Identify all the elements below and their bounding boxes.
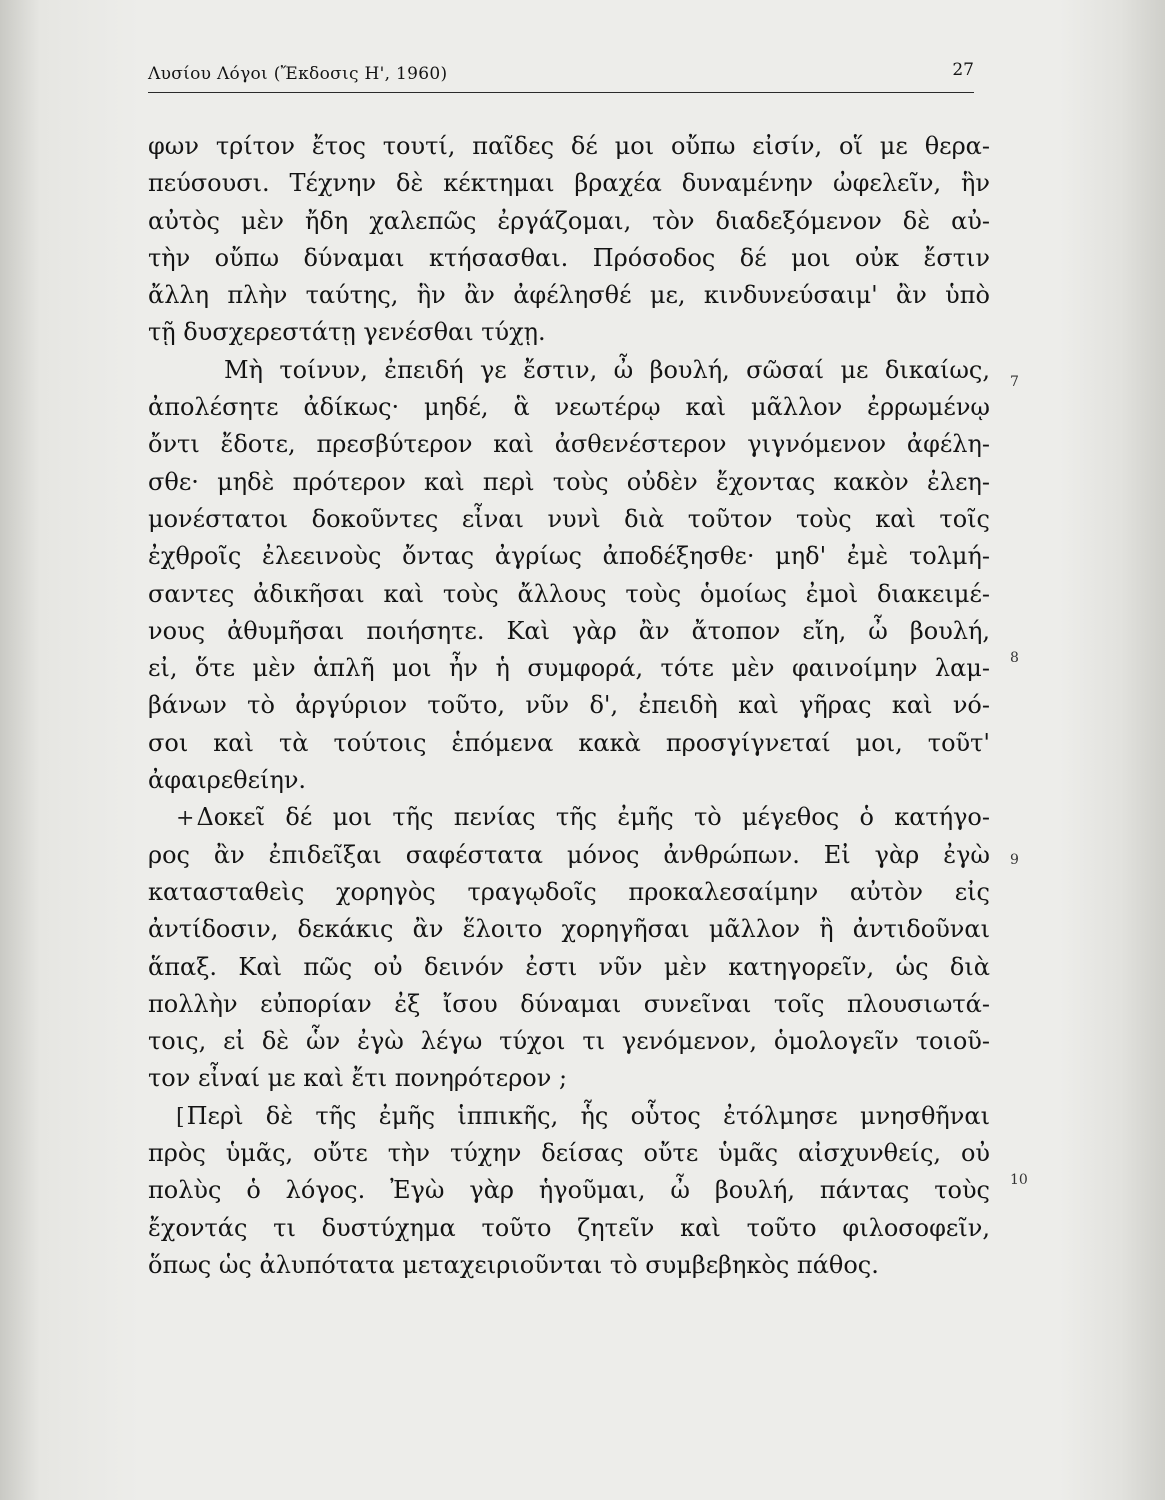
text-line: ἅπαξ. Καὶ πῶς οὐ δεινόν ἐστι νῦν μὲν κατηγορεῖν, ὡς διὰ	[148, 952, 990, 981]
text-line: τοις, εἰ δὲ ὧν ἐγὼ λέγω τύχοι τι γενόμενον, ὁμολογεῖν τοιοῦ-	[148, 1027, 990, 1056]
text-line: κατασταθεὶς χορηγὸς τραγῳδοῖς προκαλεσαίμην αὐτὸν εἰς	[148, 877, 990, 906]
text-line: σθε· μηδὲ πρότερον καὶ περὶ τοὺς οὐδὲν ἔχοντας κακὸν ἐλεη-	[148, 467, 990, 496]
text-line: Δοκεῖ δέ μοι τῆς πενίας τῆς ἐμῆς τὸ μέγεθος ὁ κατήγο-	[196, 803, 990, 832]
margin-number-10: 10	[1010, 1172, 1028, 1188]
text-line: νους ἀθυμῆσαι ποιήσητε. Καὶ γὰρ ἂν ἄτοπον εἴη, ὦ βουλή,	[148, 616, 990, 645]
page-number: 27	[952, 60, 974, 80]
body-text	[148, 128, 990, 1284]
text-line: μονέστατοι δοκοῦντες εἶναι νυνὶ διὰ τοῦτον τοὺς καὶ τοῖς	[148, 504, 990, 533]
handwritten-cross-mark: +	[176, 806, 195, 832]
text-line: εἰ, ὅτε μὲν ἁπλῆ μοι ἦν ἡ συμφορά, τότε μὲν φαινοίμην λαμ-	[148, 654, 990, 683]
text-line: τον εἶναί με καὶ ἔτι πονηρότερον ;	[148, 1064, 568, 1093]
text-line: ἀφαιρεθείην.	[148, 766, 307, 795]
text-line: φων τρίτον ἔτος τουτί, παῖδες δέ μοι οὔπω εἰσίν, οἵ με θερα-	[148, 132, 990, 160]
text-line: τὴν οὔπω δύναμαι κτήσασθαι. Πρόσοδος δέ μοι οὐκ ἔστιν	[148, 243, 990, 272]
running-title: Λυσίου Λόγοι (Ἔκδοσις Η', 1960)	[148, 64, 448, 84]
text-line: σαντες ἀδικῆσαι καὶ τοὺς ἄλλους τοὺς ὁμοίως ἐμοὶ διακειμέ-	[148, 579, 990, 608]
text-line: πρὸς ὑμᾶς, οὔτε τὴν τύχην δείσας οὔτε ὑμᾶς αἰσχυνθείς, οὐ	[148, 1139, 990, 1168]
text-line: βάνων τὸ ἀργύριον τοῦτο, νῦν δ', ἐπειδὴ καὶ γῆρας καὶ νό-	[148, 691, 990, 720]
text-line: Περὶ δὲ τῆς ἐμῆς ἱππικῆς, ἧς οὗτος ἐτόλμησε μνησθῆναι	[186, 1101, 990, 1130]
text-line: ὄντι ἔδοτε, πρεσβύτερον καὶ ἀσθενέστερον γιγνόμενον ἀφέλη-	[148, 430, 990, 459]
text-line: ἀπολέσητε ἀδίκως· μηδέ, ἃ νεωτέρῳ καὶ μᾶλλον ἐρρωμένῳ	[148, 393, 990, 422]
paragraph-start-line: Μὴ τοίνυν, ἐπειδή γε ἔστιν, ὦ βουλή, σῶσαί με δικαίως,	[224, 355, 990, 384]
text-line: πολλὴν εὐπορίαν ἐξ ἴσου δύναμαι συνεῖναι τοῖς πλουσιωτά-	[148, 989, 990, 1018]
handwritten-bracket-mark: [	[176, 1104, 185, 1130]
margin-number-9: 9	[1010, 852, 1019, 868]
margin-number-7: 7	[1010, 374, 1019, 390]
margin-section-numbers	[1010, 0, 1050, 1500]
paragraph-start-line	[148, 1098, 990, 1135]
paragraph-start-line	[148, 799, 990, 836]
text-line: ἐχθροῖς ἐλεεινοὺς ὄντας ἀγρίως ἀποδέξησθε· μηδ' ἐμὲ τολμή-	[148, 542, 990, 571]
page-header	[148, 60, 974, 93]
text-line: τῇ δυσχερεστάτῃ γενέσθαι τύχῃ.	[148, 318, 546, 347]
text-line: ὅπως ὡς ἀλυπότατα μεταχειριοῦνται τὸ συμβεβηκὸς πάθος.	[148, 1250, 879, 1279]
text-line: ἔχοντάς τι δυστύχημα τοῦτο ζητεῖν καὶ τοῦτο φιλοσοφεῖν,	[148, 1213, 990, 1242]
text-line: σοι καὶ τὰ τούτοις ἑπόμενα κακὰ προσγίγνεταί μοι, τοῦτ'	[148, 728, 990, 757]
text-line: ρος ἂν ἐπιδεῖξαι σαφέστατα μόνος ἀνθρώπων. Εἰ γὰρ ἐγὼ	[148, 840, 990, 869]
margin-number-8: 8	[1010, 650, 1019, 666]
text-line: ἀντίδοσιν, δεκάκις ἂν ἕλοιτο χορηγῆσαι μᾶλλον ἢ ἀντιδοῦναι	[148, 915, 990, 944]
text-line: πεύσουσι. Τέχνην δὲ κέκτημαι βραχέα δυναμένην ὠφελεῖν, ἣν	[148, 169, 990, 198]
text-line: ἄλλη πλὴν ταύτης, ἣν ἂν ἀφέλησθέ με, κινδυνεύσαιμ' ἂν ὑπὸ	[148, 281, 990, 310]
text-line: αὐτὸς μὲν ἤδη χαλεπῶς ἐργάζομαι, τὸν διαδεξόμενον δὲ αὐ-	[148, 206, 990, 235]
text-line: πολὺς ὁ λόγος. Ἐγὼ γὰρ ἡγοῦμαι, ὦ βουλή, πάντας τοὺς	[148, 1176, 990, 1205]
